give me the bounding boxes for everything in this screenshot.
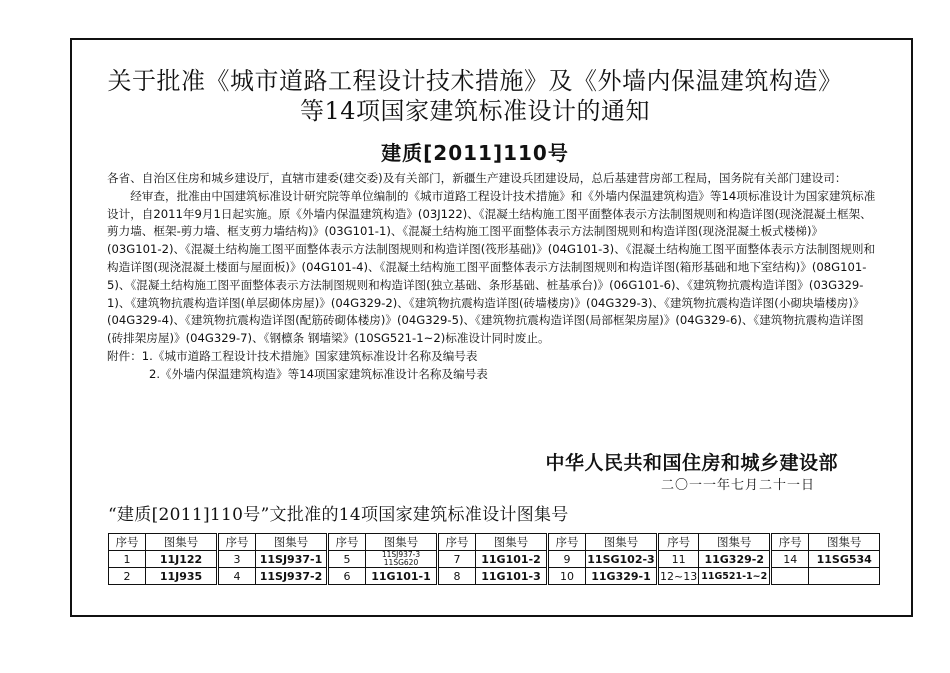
cell-code: 11SJ937-2 [256,568,328,585]
attachment-1: 附件：1.《城市道路工程设计技术措施》国家建筑标准设计名称及编号表 [107,348,478,363]
cell-seq: 9 [548,551,586,568]
cell-code: 11J935 [146,568,218,585]
cell-code: 11SG534 [809,551,880,568]
header-code: 图集号 [146,534,218,551]
cell-code: 11G329-1 [586,568,658,585]
table-title: “建质[2011]110号”文批准的14项国家建筑标准设计图集号 [108,505,569,525]
issue-date: 二〇一一年七月二十一日 [660,478,815,493]
header-seq: 序号 [218,534,256,551]
cell-seq: 5 [328,551,366,568]
cell-code: 11SJ937-1 [256,551,328,568]
attachment-2: 2.《外墙内保温建筑构造》等14项国家建筑标准设计名称及编号表 [149,366,488,381]
catalog-table [108,533,880,585]
cell-code-a: 11SJ937-3 [381,550,421,559]
cell-code [809,568,880,585]
header-code: 图集号 [476,534,548,551]
cell-code: 11G101-3 [476,568,548,585]
header-seq: 序号 [658,534,699,551]
cell-code: 11G101-2 [476,551,548,568]
header-seq: 序号 [109,534,146,551]
cell-seq: 8 [438,568,476,585]
table-header-row [109,534,880,551]
notice-title-line-2: 等14项国家建筑标准设计的通知 [299,97,651,125]
header-code: 图集号 [699,534,771,551]
document-number: 建质[2011]110号 [381,141,569,165]
header-code: 图集号 [256,534,328,551]
notice-body [107,170,877,384]
cell-seq: 4 [218,568,256,585]
cell-seq: 7 [438,551,476,568]
cell-seq: 3 [218,551,256,568]
signatory: 中华人民共和国住房和城乡建设部 [545,452,838,474]
cell-code: 11G521-1~2 [699,568,771,585]
cell-seq: 2 [109,568,146,585]
main-paragraph: 经审查，批准由中国建筑标准设计研究院等单位编制的《城市道路工程设计技术措施》和《外墙内保温建筑构造》等14项标准设计为国家建筑标准设计，自2011年9月1日起实施。原《外墙内保温建筑构造》(03J122)、《混凝土结构施工图平面整体表示方法制图规则和构造详图(现浇混凝土框架、剪力墙、框架-剪力墙、框支剪力墙结构)》(03G101-1)、《混凝土结构施工图平面整体表示方法制图规则和构造详图(现浇混凝土板式楼梯)》(03G101-2)、《混凝土结构施工图平面整体表示方法制图规则和构造详图(筏形基础)》(04G101-3)、《混凝土结构施工图平面整体表示方法制图规则和构造详图(现浇混凝土楼面与屋面板)》(04G101-4)、《混凝土结构施工图平面整体表示方法制图规则和构造详图(箱形基础和地下室结构)》(08G101-5)、《混凝土结构施工图平面整体表示方法制图规则和构造详图(独立基础、条形基础、桩基承台)》(06G101-6)、《建筑物抗震构造详图》(03G329-1)、《建筑物抗震构造详图(单层砌体房屋)》(04G329-2)、《建筑物抗震构造详图(砖墙楼房)》(04G329-3)、《建筑物抗震构造详图(小砌块墙楼房)》(04G329-4)、《建筑物抗震构造详图(配筋砖砌体楼房)》(04G329-5)、《建筑物抗震构造详图(局部框架房屋)》(04G329-6)、《建筑物抗震构造详图(砖排架房屋)》(04G329-7)、《钢檩条 钢墙梁》(10SG521-1~2)标准设计同时废止。 [107,188,876,346]
cell-code: 11J122 [146,551,218,568]
header-code: 图集号 [809,534,880,551]
header-code: 图集号 [586,534,658,551]
cell-seq: 10 [548,568,586,585]
notice-title-line-1: 关于批准《城市道路工程设计技术措施》及《外墙内保温建筑构造》 [107,67,843,95]
cell-seq: 6 [328,568,366,585]
table-row [109,568,880,585]
cell-code: 11G101-1 [366,568,438,585]
cell-code: 11SG102-3 [586,551,658,568]
header-seq: 序号 [771,534,809,551]
cell-seq: 14 [771,551,809,568]
header-seq: 序号 [328,534,366,551]
cell-seq: 12~13 [658,568,699,585]
cell-code-b: 11SG620 [383,558,419,567]
header-seq: 序号 [548,534,586,551]
table-row [109,551,880,568]
cell-seq: 11 [658,551,699,568]
cell-code: 11G329-2 [699,551,771,568]
header-seq: 序号 [438,534,476,551]
cell-code-double [366,551,438,568]
cell-seq: 1 [109,551,146,568]
header-code: 图集号 [366,534,438,551]
recipients-paragraph: 各省、自治区住房和城乡建设厅，直辖市建委(建交委)及有关部门，新疆生产建设兵团建设局，总后基建营房部工程局，国务院有关部门建设司： [107,171,847,185]
cell-seq [771,568,809,585]
